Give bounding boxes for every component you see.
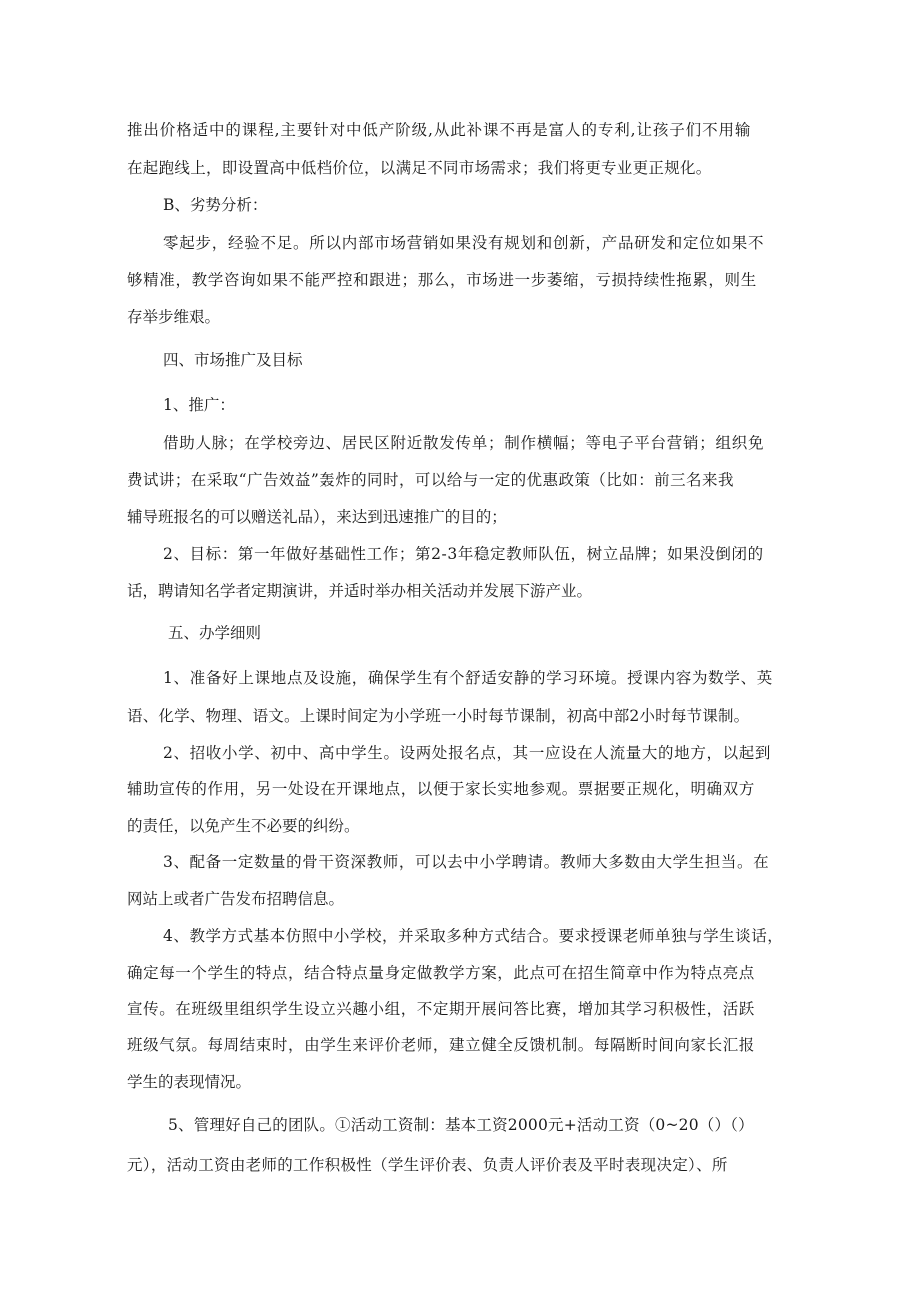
text-line: 在起跑线上，即设置高中低档价位，以满足不同市场需求；我们将更专业更正规化。 — [127, 159, 712, 177]
text-line: 2、目标：第一年做好基础性工作；第2-3年稳定教师队伍，树立品牌；如果没倒闭的 — [163, 545, 764, 563]
text-line: 够精准，教学咨询如果不能严控和跟进；那么，市场进一步萎缩，亏损持续性拖累，则生 — [127, 271, 757, 289]
text-line: 存举步维艰。 — [127, 308, 221, 326]
text-line: 话，聘请知名学者定期演讲，并适时举办相关活动并发展下游产业。 — [127, 582, 593, 600]
subheading: 1、推广： — [163, 396, 235, 414]
subheading: B、劣势分析： — [163, 196, 268, 214]
text-line: 借助人脉；在学校旁边、居民区附近散发传单；制作横幅；等电子平台营销；组织免 — [163, 434, 765, 452]
text-line: 元），活动工资由老师的工作积极性（学生评价表、负责人评价表及平时表现决定）、所 — [127, 1156, 728, 1174]
text-line: 的责任，以免产生不必要的纠纷。 — [127, 817, 360, 835]
text-line: 1、准备好上课地点及设施，确保学生有个舒适安静的学习环境。授课内容为数学、英 — [163, 669, 773, 687]
section-heading: 五、办学细则 — [168, 624, 262, 642]
text-line: 确定每一个学生的特点，结合特点量身定做教学方案，此点可在招生简章中作为特点亮点 — [127, 964, 755, 982]
text-line: 辅助宣传的作用，另一处设在开课地点，以便于家长实地参观。票据要正规化，明确双方 — [127, 780, 755, 798]
text-line: 网站上或者广告发布招聘信息。 — [127, 890, 345, 908]
text-line: 4、教学方式基本仿照中小学校，并采取多种方式结合。要求授课老师单独与学生谈话， — [163, 927, 784, 945]
text-line: 推出价格适中的课程,主要针对中低产阶级,从此补课不再是富人的专利,让孩子们不用输 — [127, 121, 752, 139]
text-line: 零起步，经验不足。所以内部市场营销如果没有规划和创新，产品研发和定位如果不 — [163, 234, 765, 252]
text-line: 5、管理好自己的团队。①活动工资制：基本工资2000元+活动工资（0~20（）（） — [168, 1116, 754, 1134]
text-line: 费试讲；在采取“广告效益”轰炸的同时，可以给与一定的优惠政策（比如：前三名来我 — [127, 471, 734, 489]
section-heading: 四、市场推广及目标 — [163, 351, 303, 369]
text-line: 学生的表现情况。 — [127, 1073, 252, 1091]
text-line: 辅导班报名的可以赠送礼品），来达到迅速推广的目的； — [127, 508, 507, 526]
text-line: 班级气氛。每周结束时，由学生来评价老师，建立健全反馈机制。每隔断时间向家长汇报 — [127, 1036, 755, 1054]
text-line: 2、招收小学、初中、高中学生。设两处报名点，其一应设在人流量大的地方，以起到 — [163, 744, 772, 762]
text-line: 3、配备一定数量的骨干资深教师，可以去中小学聘请。教师大多数由大学生担当。在 — [163, 853, 770, 871]
text-line: 宣传。在班级里组织学生设立兴趣小组，不定期开展问答比赛，增加其学习积极性，活跃 — [127, 1000, 755, 1018]
text-line: 语、化学、物理、语文。上课时间定为小学班一小时每节课制，初高中部2小时每节课制。 — [127, 707, 750, 725]
